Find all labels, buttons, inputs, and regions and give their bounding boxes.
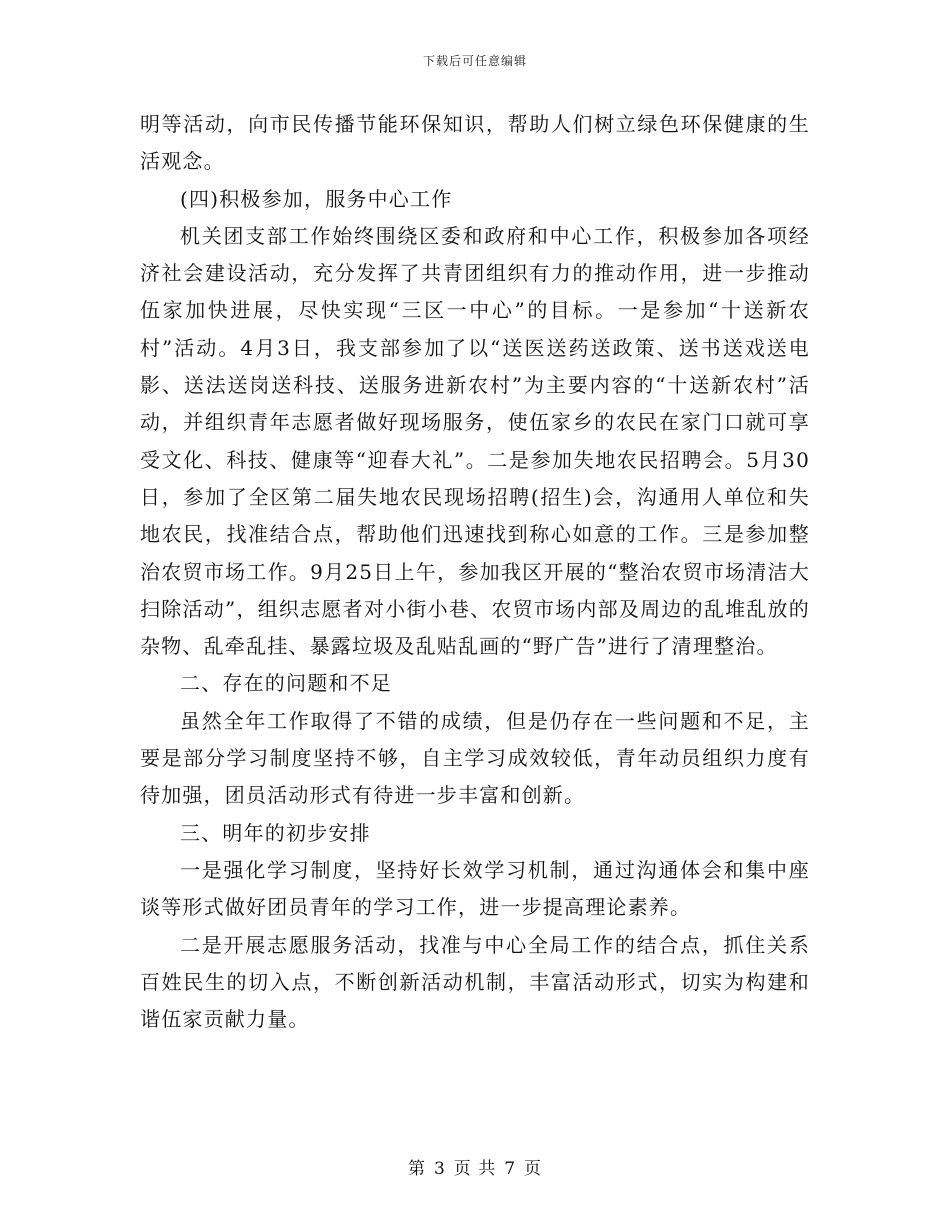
section-heading-plan: 三、明年的初步安排 [180,820,371,845]
footer-suffix: 页 [524,1159,543,1179]
page-footer [0,1154,950,1179]
footer-prefix: 第 [407,1159,426,1179]
page-header: 下载后可任意编辑 [422,54,527,68]
paragraph-3: 机关团支部工作始终围绕区委和政府和中心工作，积极参加各项经济社会建设活动，充分发挥了共青团组织有力的推动作用，进一步推动伍家加快进展，尽快实现“三区一中心”的目标。一是参加“十送新农村”活动。4月3日，我支部参加了以“送医送药送政策、送书送戏送电影、送法送岗送科技、送服务进新农村”为主要内容的“十送新农村”活动，并组织青年志愿者做好现场服务，使伍家乡的农民在家门口就可享受文化、科技、健康等“迎春大礼”。二是参加失地农民招聘会。5月30日，参加了全区第二届失地农民现场招聘(招生)会，沟通用人单位和失地农民，找准结合点，帮助他们迅速找到称心如意的工作。三是参加整治农贸市场工作。9月25日上午，参加我区开展的“整治农贸市场清洁大扫除活动”，组织志愿者对小街小巷、农贸市场内部及周边的乱堆乱放的杂物、乱牵乱挂、暴露垃圾及乱贴乱画的“野广告”进行了清理整治。 [140,223,810,659]
paragraph-8: 二是开展志愿服务活动，找准与中心全局工作的结合点，抓住关系百姓民生的切入点，不断创新活动机制，丰富活动形式，切实为构建和谐伍家贡献力量。 [140,932,810,1032]
paragraph-1: 明等活动，向市民传播节能环保知识，帮助人们树立绿色环保健康的生活观念。 [140,112,810,174]
footer-total-pages: 7 [504,1159,517,1179]
footer-page-number: 3 [433,1159,446,1179]
section-heading-4: (四)积极参加，服务中心工作 [180,186,453,211]
document-body [140,106,810,1038]
paragraph-5: 虽然全年工作取得了不错的成绩，但是仍存在一些问题和不足，主要是部分学习制度坚持不够，自主学习成效较低，青年动员组织力度有待加强，团员活动形式有待进一步丰富和创新。 [140,708,810,808]
footer-middle: 页 共 [453,1159,497,1179]
paragraph-7: 一是强化学习制度，坚持好长效学习机制，通过沟通体会和集中座谈等形式做好团员青年的学习工作，进一步提高理论素养。 [140,857,810,920]
section-heading-problems: 二、存在的问题和不足 [180,671,392,696]
